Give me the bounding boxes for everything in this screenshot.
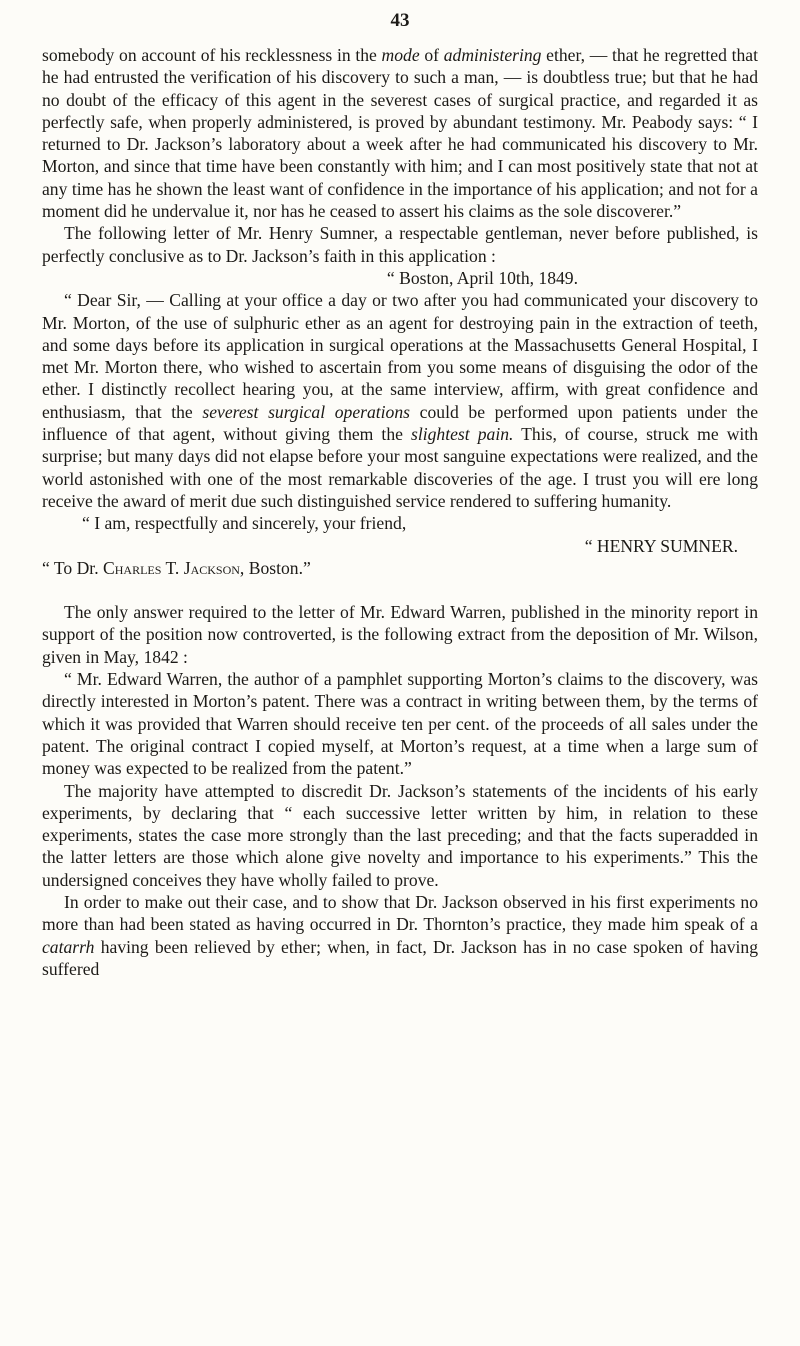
paragraph-majority: The majority have attempted to discredit Dr. Jackson’s statements of the incidents of his early experiments, by declaring that “ each successive letter written by him, in relation to these experiments, states the case more strongly than the last preceding; and that the facts superadded in the latter letters are those which alone give novelty and importance to his experiments.” This the undersigned conceives they have wholly failed to prove. xyxy=(42,780,758,890)
letter-signature: “ HENRY SUMNER. xyxy=(584,535,738,556)
paragraph-warren: The only answer required to the letter of Mr. Edward Warren, published in the minority report in support of the position now controverted, is the following extract from the deposition of Mr. Wilson, given in May, 1842 : xyxy=(42,602,758,667)
paragraph-letter-intro: The following letter of Mr. Henry Sumner, a respectable gentleman, never before published, is perfectly conclusive as to Dr. Jackson’s faith in this application : xyxy=(42,223,758,266)
italic-phrase: mode xyxy=(381,45,420,65)
letter-body: “ Dear Sir, — Calling at your office a day or two after you had communicated your discovery to Mr. Morton, of the use of sulphuric ether as an agent for destroying pain in the extraction of teeth, and some days before its application in surgical operations at the Massachusetts General Hospital, I met Mr. Morton there, who wished to ascertain from you some means of disguising the odor of the ether. I distinctly recollect hearing you, at the same interview, affirm, with great confidence and enthusiasm, that the severest surgical operations could be performed upon patients under the influence of that agent, without giving them the slightest pain. This, of course, struck me with surprise; but many days did not elapse before your most sanguine expectations were realized, and the world astonished with one of the most remarkable discoveries of the age. I trust you will ere long receive the award of merit due such distinguished service rendered to suffering humanity. xyxy=(42,290,759,511)
paragraph-catarrh: In order to make out their case, and to show that Dr. Jackson observed in his first experiments no more than had been stated as having occurred in Dr. Thornton’s practice, they made him speak of a catarrh having been relieved by ether; when, in fact, Dr. Jackson has in no case spoken of having suffered xyxy=(42,891,758,979)
letter-address: “ To Dr. Charles T. Jackson, Boston.” xyxy=(42,557,311,578)
italic-phrase: slightest pain. xyxy=(411,424,514,445)
paragraph-continuation: somebody on account of his recklessness in the mode of administering ether, — that he regretted that he had entrusted the verification of his discovery to such a man, — is doubtless true; but that he had no doubt of the efficacy of this agent in the severest cases of surgical practice, and regarded it as perfectly safe, when properly administered, is proved by abundant testimony. Mr. Peabody says: “ I returned to Dr. Jackson’s laboratory about a week after he had communicated his discovery to Mr. Morton, and since that time have been constantly with him; and I can most positively state that not at any time has he shown the least want of confidence in the importance of his application; and not for a moment did he undervalue it, nor has he ceased to assert his claims as the sole discoverer.” xyxy=(42,45,758,222)
italic-phrase: administering xyxy=(443,45,542,65)
letter-dateline: “ Boston, April 10th, 1849. xyxy=(386,267,578,288)
page-number: 43 xyxy=(390,10,410,31)
paragraph-wilson-extract: “ Mr. Edward Warren, the author of a pamphlet supporting Morton’s claims to the discovery, was directly interested in Morton’s patent. There was a contract in writing between them, by the terms of which it was provided that Warren should receive ten per cent. of the proceeds of all sales under the patent. The original contract I copied myself, at Morton’s request, at a time when a large sum of money was expected to be realized from the patent.” xyxy=(42,669,758,779)
italic-phrase: catarrh xyxy=(42,936,95,957)
body-text xyxy=(42,44,758,980)
letter-closing: “ I am, respectfully and sincerely, your friend, xyxy=(82,513,407,534)
small-caps-name: Charles T. Jackson xyxy=(103,557,240,578)
italic-phrase: severest surgical operations xyxy=(202,401,411,422)
section-gap xyxy=(42,579,758,601)
